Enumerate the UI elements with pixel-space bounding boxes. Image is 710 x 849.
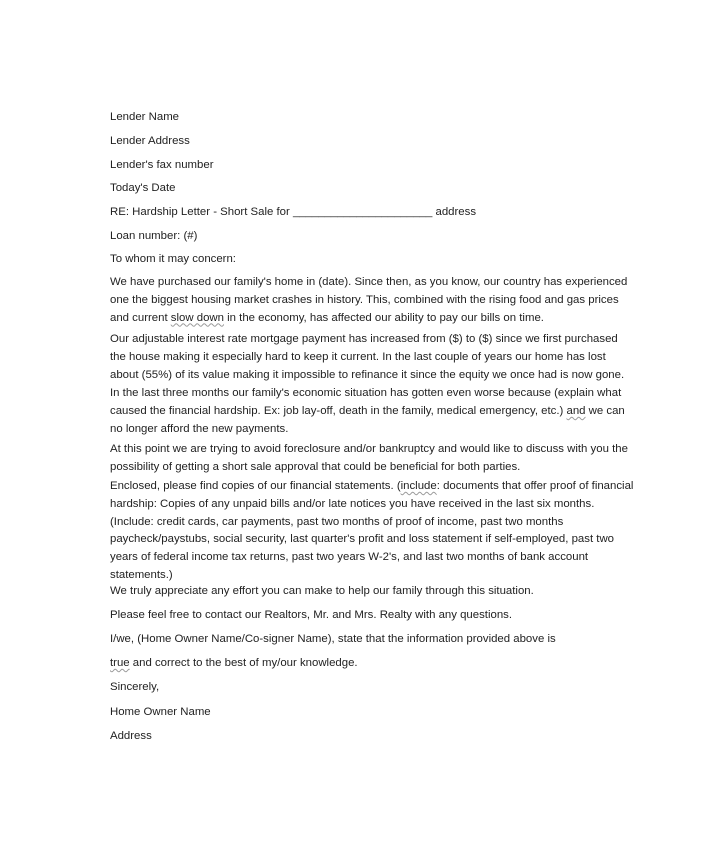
paragraph-line: possibility of getting a short sale approval that could be beneficial for both parties. <box>110 460 521 473</box>
spellcheck-word: and <box>566 404 586 417</box>
paragraph-true: true and correct to the best of my/our knowledge. <box>110 657 358 669</box>
letter-date: Today's Date <box>110 182 176 194</box>
re-line: RE: Hardship Letter - Short Sale for ______________________ address <box>110 206 477 218</box>
salutation: To whom it may concern: <box>110 253 236 265</box>
paragraph-line: Our adjustable interest rate mortgage payment has increased from ($) to ($) since we first purchased <box>110 333 618 345</box>
paragraph-contact: Please feel free to contact our Realtors, Mr. and Mrs. Realty with any questions. <box>110 609 513 621</box>
paragraph-line: and current slow down in the economy, has affected our ability to pay our bills on time. <box>110 311 544 324</box>
paragraph-line: caused the financial hardship. Ex: job lay-off, death in the family, medical emergency, etc.) and we can <box>110 404 625 417</box>
paragraph-line: statements.) <box>110 568 173 581</box>
owner-address: Address <box>110 730 152 742</box>
paragraph-appreciate: We truly appreciate any effort you can make to help our family through this situation. <box>110 585 534 597</box>
spellcheck-word: true <box>110 657 130 669</box>
spellcheck-word: slow down <box>170 311 224 324</box>
paragraph-foreclosure <box>110 441 628 477</box>
paragraph-line: no longer afford the new payments. <box>110 422 289 435</box>
paragraph-line: Enclosed, please find copies of our financial statements. (include: documents that offer proof of financial <box>110 480 634 492</box>
paragraph-line: In the last three months our family's economic situation has gotten even worse because (explain what <box>110 387 622 399</box>
paragraph-line: (Include: credit cards, car payments, past two months of proof of income, past two months <box>110 515 564 528</box>
paragraph-line: about (55%) of its value making it impossible to refinance it since the equity we once had is now gone. <box>110 368 625 381</box>
paragraph-line: At this point we are trying to avoid foreclosure and/or bankruptcy and would like to discuss with you the <box>110 443 628 455</box>
loan-number: Loan number: (#) <box>110 230 198 242</box>
paragraph-purchase <box>110 274 628 327</box>
paragraph-mortgage <box>110 331 625 384</box>
paragraph-line: We have purchased our family's home in (date). Since then, as you know, our country has experienced <box>110 276 628 288</box>
paragraph-statement: I/we, (Home Owner Name/Co-signer Name), state that the information provided above is <box>110 633 556 645</box>
paragraph-line: paycheck/paystubs, social security, last quarter's profit and loss statement if self-employed, past two <box>110 533 615 546</box>
lender-name: Lender Name <box>110 111 180 123</box>
owner-name: Home Owner Name <box>110 706 211 718</box>
paragraph-line: hardship: Copies of any unpaid bills and/or late notices you have received in the last six months. <box>110 497 595 510</box>
lender-address: Lender Address <box>110 135 190 147</box>
spellcheck-word: include <box>400 480 437 492</box>
paragraph-line: years of federal income tax returns, past two years W-2's, and last two months of bank account <box>110 551 589 564</box>
closing: Sincerely, <box>110 681 160 693</box>
lender-fax: Lender's fax number <box>110 159 214 171</box>
paragraph-line: the house making it especially hard to keep it current. In the last couple of years our home has lost <box>110 350 606 363</box>
paragraph-enclosed <box>110 478 634 585</box>
paragraph-hardship <box>110 385 625 438</box>
paragraph-line: one the biggest housing market crashes in history. This, combined with the rising food and gas prices <box>110 293 619 306</box>
